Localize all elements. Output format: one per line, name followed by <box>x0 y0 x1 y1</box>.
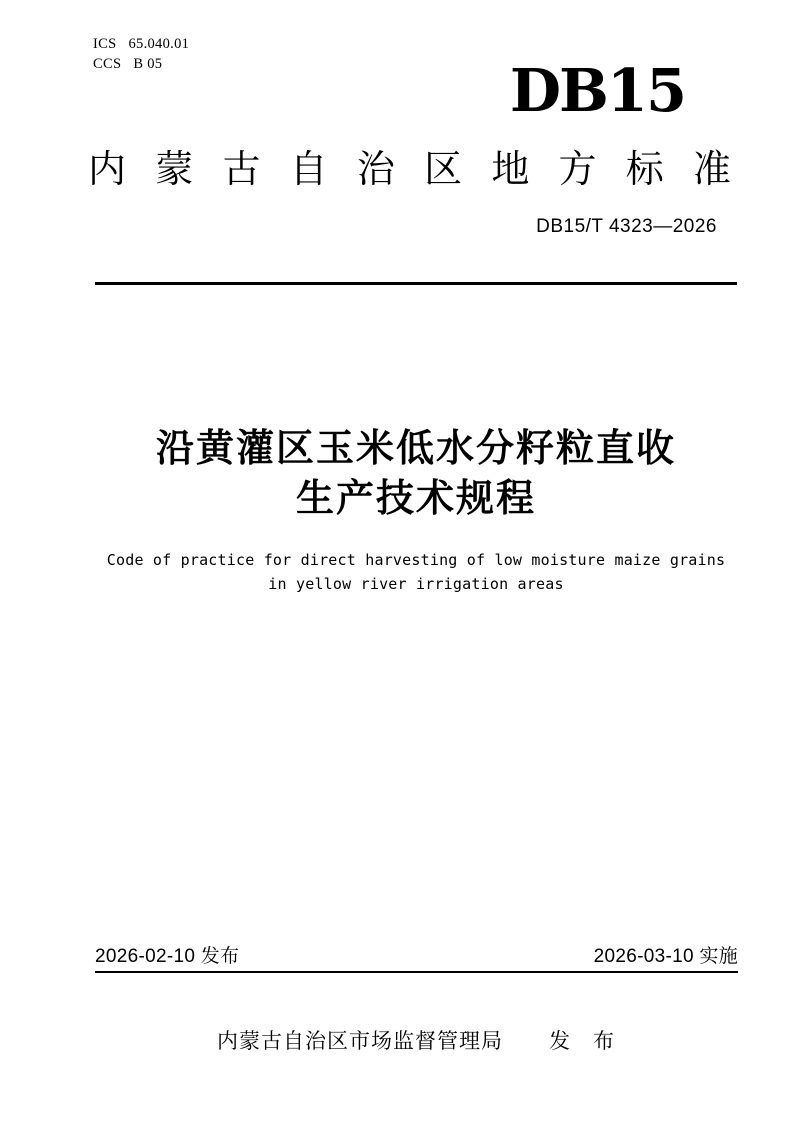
standard-name-char: 地 <box>491 149 530 191</box>
regional-standard-name <box>88 149 731 191</box>
ccs-label: CCS <box>93 56 122 72</box>
standard-name-char: 标 <box>625 149 664 191</box>
standard-name-char: 蒙 <box>155 149 194 191</box>
standard-name-char: 自 <box>289 149 328 191</box>
implementation-date: 2026-03-10 实施 <box>593 946 738 967</box>
footer-rule <box>95 971 738 973</box>
publish-action: 发 布 <box>549 1030 615 1053</box>
ccs-line <box>93 54 189 74</box>
issue-date: 2026-02-10 发布 <box>95 946 240 967</box>
standard-name-char: 治 <box>356 149 395 191</box>
document-title-line2: 生产技术规程 <box>295 478 536 520</box>
ics-code: 65.040.01 <box>128 36 190 52</box>
standard-name-char: 准 <box>692 149 731 191</box>
english-title-line1: Code of practice for direct harvesting of low moisture maize grains <box>106 551 726 569</box>
db15-logo: DB15 <box>509 56 685 125</box>
ccs-code: B 05 <box>133 56 163 72</box>
ics-label: ICS <box>93 36 117 52</box>
document-title-line1: 沿黄灌区玉米低水分籽粒直收 <box>155 428 676 470</box>
standard-name-char: 内 <box>88 149 127 191</box>
standard-number: DB15/T 4323—2026 <box>536 216 717 237</box>
standard-name-char: 古 <box>222 149 261 191</box>
standard-name-char: 方 <box>558 149 597 191</box>
ics-line <box>93 34 189 54</box>
standard-name-char: 区 <box>424 149 463 191</box>
publisher-line <box>95 1025 737 1055</box>
classification-codes <box>93 34 189 74</box>
dates-row <box>95 941 738 968</box>
publisher-name: 内蒙古自治区市场监督管理局 <box>217 1030 503 1053</box>
english-title-line2: in yellow river irrigation areas <box>268 575 564 593</box>
document-title-english <box>75 548 757 596</box>
document-title <box>95 424 737 524</box>
header-rule <box>95 282 737 285</box>
